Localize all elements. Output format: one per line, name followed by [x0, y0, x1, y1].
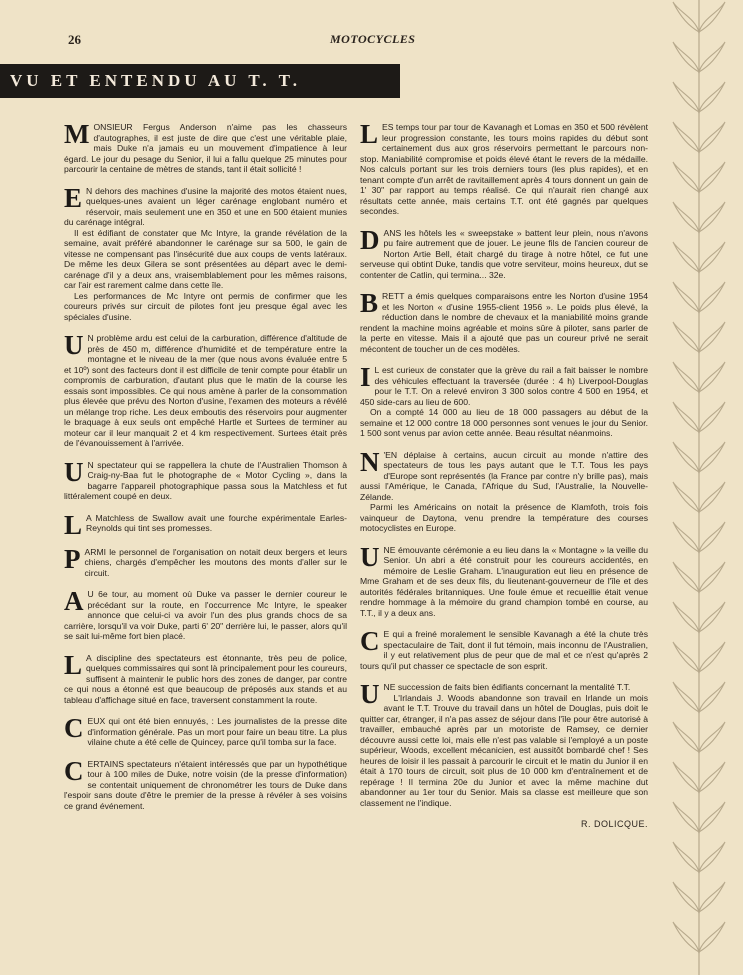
drop-cap: M — [64, 122, 90, 149]
paragraph-text: RETT a émis quelques comparaisons entre les Norton d'usine 1954 et les Norton « d'usine 1955-client 1956 ». Le poids plus élevé, la réduction dans le nombre de chevaux et la maniabilité moins grande rendent la machine moins agréable et moins sûre à piloter, sans parler de la perte en vitesse. Mais il a ajouté que pas un coureur privé ne serait mécontent de toucher un de ces modèles. — [360, 291, 648, 354]
paragraph-continuation: Les performances de Mc Intyre ont permis de confirmer que les coureurs privés sur circuit de pilotes font jeu presque égal avec les spéciales d'usine. — [64, 290, 347, 322]
paragraph-text: NE succession de faits bien édifiants concernant la mentalité T.T. — [383, 682, 631, 692]
ornament-leaf — [699, 322, 725, 352]
ornament-leaf — [699, 402, 725, 432]
ornament-leaf — [699, 282, 725, 312]
ornament-leaf — [673, 162, 699, 192]
ornament-leaf — [673, 82, 699, 112]
ornament-leaf — [673, 122, 699, 152]
ornament-leaf — [673, 2, 699, 32]
drop-cap: L — [64, 652, 83, 680]
ornament-leaf — [673, 322, 699, 352]
ornament-leaf — [699, 442, 725, 472]
drop-cap: D — [360, 227, 380, 255]
ornament-leaf — [699, 242, 725, 272]
ornament-leaf — [699, 202, 725, 232]
ornament-leaf — [699, 162, 725, 192]
article-paragraph — [360, 545, 648, 619]
ornament-leaf — [673, 402, 699, 432]
paragraph-text: 'EN déplaise à certains, aucun circuit au monde n'attire des spectateurs de tous les pays autant que le T.T. Tous les pays d'Europe sont représentés (la France par contre n'y brille pas), mais aussi l'Amérique, le Canada, l'Afrique du Sud, l'Australie, la Nouvelle-Zélande. — [360, 449, 648, 502]
paragraph-text: ERTAINS spectateurs n'étaient intéressés que par un hypothétique tour à 100 miles de Duke, notre voisin (de la presse d'information) se contentait uniquement de chronométrer les tours de Duke dans l'espoir sans doute d'être le premier de la presse à révéler à ses voisins ce grand événement. — [64, 758, 347, 811]
paragraph-text: A discipline des spectateurs est étonnante, très peu de police, quelques commissaires qui sont là principalement pour les coureurs, suffisent à maintenir le public hors des zones de danger, par contre ce qui nous a étonné est que beaucoup de préposés aux stands et au tableau d'affichage situé en face, traversent constamment la route. — [64, 652, 347, 705]
page-number: 26 — [68, 32, 81, 47]
drop-cap: A — [64, 589, 84, 616]
article-paragraph — [64, 333, 347, 449]
magazine-title: MOTOCYCLES — [330, 32, 416, 46]
ornament-leaf — [673, 242, 699, 272]
paragraph-continuation: Parmi les Américains on notait la présence de Klamfoth, trois fois vainqueur de Daytona, venu prendre la température des courses motocyclistes en Europe. — [360, 502, 648, 533]
ornament-leaf — [673, 562, 699, 592]
ornament-leaf — [699, 362, 725, 392]
ornament-leaf — [699, 642, 725, 672]
article-paragraph — [64, 716, 347, 748]
left-column — [64, 122, 347, 822]
decorative-border — [655, 0, 743, 975]
article-paragraph — [64, 759, 347, 812]
drop-cap: U — [64, 459, 84, 487]
ornament-leaf — [699, 602, 725, 632]
article-banner — [0, 64, 400, 98]
drop-cap: N — [360, 449, 380, 477]
ornament-leaf — [699, 682, 725, 712]
article-paragraph — [64, 186, 347, 323]
drop-cap: P — [64, 546, 81, 574]
paragraph-text: ONSIEUR Fergus Anderson n'aime pas les chasseurs d'autographes, il est juste de dire que c'est une véritable plaie, mais Duke n'a jamais eu un mouvement d'impatience à leur égard. Le jour du pesage du Senior, il lui a fallu quelque 25 minutes pour parcourir la centaine de mètres de stands, tant il était sollicité ! — [64, 122, 347, 174]
ornament-leaf — [673, 442, 699, 472]
article-title: VU ET ENTENDU AU T. T. — [10, 71, 301, 90]
drop-cap: L — [64, 512, 83, 536]
paragraph-text: ES temps tour par tour de Kavanagh et Lomas en 350 et 500 révèlent leur progression constante, les tours moins rapides du début sont certainement dus aux gros réservoirs permettant le parcours non-stop. Maniabilité compromise et poids élevé étant le revers de la médaille. Nos calculs portant sur les trois derniers tours (les plus rapides), et en tenant compte d'un arrêt de ravitaillement après 4 tours donnent un gain de 1' 30" par rapport au temps réalisé. Ce qui n'aurait rien changé aux résultats cette année, mais certains T.T. ont été gagnés par quelques secondes. — [360, 122, 648, 216]
ornament-leaf — [699, 722, 725, 752]
drop-cap: L — [360, 122, 379, 149]
paragraph-text: ARMI le personnel de l'organisation on notait deux bergers et leurs chiens, chargés d'empêcher les moutons des monts d'aller sur le circuit. — [84, 546, 347, 578]
article-paragraph — [360, 122, 648, 217]
ornament-leaf — [673, 602, 699, 632]
article-paragraph — [64, 122, 347, 175]
ornament-leaf — [673, 42, 699, 72]
ornament-leaf — [673, 642, 699, 672]
drop-cap: U — [360, 544, 380, 572]
paragraph-text: L est curieux de constater que la grève du rail a fait baisser le nombre des véhicules effectuant la traversée (durée : 4 h) Liverpool-Douglas pour le T.T. On a relevé environ 3 300 solos contre 4 500 en 1954, et 450 side-cars au lieu de 600. — [360, 365, 648, 407]
ornament-leaf — [673, 282, 699, 312]
ornament-leaf — [673, 482, 699, 512]
article-paragraph — [360, 365, 648, 439]
ornament-leaf — [673, 682, 699, 712]
paragraph-text: ANS les hôtels les « sweepstake » battent leur plein, nous n'avons pu faire autrement que de jouer. Le jeune fils de l'ancien coureur de Norton Artie Bell, était chargé du tirage à notre hôtel, ce fut une serveuse qui obtint Duke, tandis que votre serviteur, moins heureux, dut se contenter de Catlin, qui termina... 32e. — [360, 227, 648, 280]
article-paragraph — [360, 228, 648, 281]
paragraph-text: A Matchless de Swallow avait une fourche expérimentale Earles-Reynolds qui tint ses promesses. — [86, 512, 347, 533]
drop-cap: U — [64, 333, 84, 360]
paragraph-text: N spectateur qui se rappellera la chute de l'Australien Thomson à Craig-ny-Baa fut le photographe de « Motor Cycling », dans la bagarre l'appareil photographique passa sous la Matchless et fut littéralement coupé en deux. — [64, 459, 347, 501]
paragraph-continuation: L'Irlandais J. Woods abandonne son travail en Irlande un mois avant le T.T. Trouve du travail dans un hôtel de Douglas, puis doit le quitter car, étranger, il n'a pas assez de séjour dans l'île pour être autorisé à travailler, embauché après par un motoriste de Ramsey, ce dernier découvre aussi cette loi, mais elle n'est pas valable si l'employé a un poste supérieur, Woods, excellent mécanicien, est aussitôt bombardé chef ! Ses heures de loisir il les passait à parcourir le circuit et le matin du Junior il en était à 170 tours de circuit, soit plus de 10 000 km d'entraînement et de repérage ! Il termina 20e du Junior et avec la même machine dut abandonner au 1er tour du Senior. Mais sa classe est meilleure que son classement ne l'indique. — [360, 692, 648, 808]
article-paragraph — [360, 291, 648, 354]
paragraph-text: EUX qui ont été bien ennuyés, : Les journalistes de la presse dite d'information générale. Pas un mort pour faire un beau titre. La plus vilaine chute a été celle de Quincey, parce qu'il tomba sur la face. — [87, 716, 347, 747]
ornament-leaf — [699, 802, 725, 832]
paragraph-continuation: Il est édifiant de constater que Mc Intyre, la grande révélation de la semaine, avait préféré abandonner le carénage sur sa 500, le gain de vitesse ne compensant pas l'insécurité due aux coups de vents latéraux. De même les deux Gilera se sont présentées au départ avec le demi-carénage d'il y a deux ans, vraisemblablement pour les mêmes raisons, car l'air est rarement calme dans cette île. — [64, 227, 347, 290]
ornament-leaf — [673, 882, 699, 912]
paragraph-continuation: On a compté 14 000 au lieu de 18 000 passagers au début de la semaine et 12 000 contre 18 000 personnes sont venues le jour du Senior. 1 500 sont venus par avion cette année. Beau résultat néanmoins. — [360, 407, 648, 438]
article-paragraph — [64, 547, 347, 579]
ornament-leaf — [699, 82, 725, 112]
article-paragraph — [64, 653, 347, 706]
drop-cap: I — [360, 365, 371, 392]
ornament-leaf — [673, 762, 699, 792]
ornament-leaf — [673, 922, 699, 952]
paragraph-text: NE émouvante cérémonie a eu lieu dans la « Montagne » la veille du Senior. Un abri a été construit pour les coureurs accidentés, en mémoire de Leslie Graham. L'inauguration eut lieu en présence de Mme Graham et de ses deux fils, du lieutenant-gouverneur de l'île et des autorités fédérales britanniques. Une foule émue et recueillie était venue rendre hommage à la mémoire du grand champion tombé en course, au T.T., il y a deux ans. — [360, 544, 648, 618]
ornament-leaf — [699, 122, 725, 152]
paragraph-text: N problème ardu est celui de la carburation, différence d'altitude de près de 450 m, différence d'humidité et de température entre la montagne et le niveau de la mer (que nous avons évaluée entre 5 et 10º) sont des facteurs dont il est difficile de tenir compte pour établir un compromis de carburation, d'autant plus que le matin de la course les essais sont impossibles. Ce qui nous amène à parler de la consommation plus élevée que prévu des Norton d'usine, l'examen des moteurs a révélé un mélange trop riche. Les deux emboutis des réservoirs pour augmenter le braquage à eux seuls ont empêché Hartle et Surtees de terminer au moteur car il leur manquait 2 et 4 km respectivement. Surtees était près de l'évanouissement à l'arrivée. — [64, 333, 347, 448]
drop-cap: E — [64, 185, 83, 213]
drop-cap: B — [360, 291, 379, 318]
drop-cap: C — [64, 758, 84, 786]
ornament-leaf — [699, 522, 725, 552]
ornament-leaf — [673, 362, 699, 392]
article-paragraph — [360, 682, 648, 808]
paragraph-text: U 6e tour, au moment où Duke va passer le dernier coureur le précédant sur la route, en l'occurrence Mc Intyre, le speaker annonce que celui-ci va avoir l'un des plus grands chocs de sa carrière, lorsqu'il va voir Duke, parti 6' 20" derrière lui, le passer, alors qu'il se sait lui-même fort bien placé. — [64, 589, 347, 641]
ornament-leaf — [699, 842, 725, 872]
paragraph-text: N dehors des machines d'usine la majorité des motos étaient nues, quelques-unes avaient un léger carénage englobant numéro et réservoir, mais seulement une en 350 et une en 500 étaient munies du carénage intégral. — [64, 185, 347, 227]
drop-cap: C — [360, 629, 380, 656]
ornament-leaf — [699, 882, 725, 912]
article-paragraph — [360, 629, 648, 671]
ornament-leaf — [673, 802, 699, 832]
right-column — [360, 122, 648, 829]
ornament-leaf — [699, 42, 725, 72]
ornament-leaf — [699, 762, 725, 792]
ornament-leaf — [699, 922, 725, 952]
ornament-leaf — [699, 562, 725, 592]
drop-cap: U — [360, 682, 380, 709]
author-signature: R. DOLICQUE. — [580, 819, 648, 829]
article-paragraph — [64, 460, 347, 502]
article-paragraph — [64, 589, 347, 642]
ornament-leaf — [673, 842, 699, 872]
article-paragraph — [64, 513, 347, 536]
ornament-leaf — [673, 722, 699, 752]
article-paragraph — [360, 450, 648, 534]
ornament-leaf — [699, 482, 725, 512]
ornament-leaf — [673, 522, 699, 552]
ornament-leaf — [673, 202, 699, 232]
paragraph-text: E qui a freiné moralement le sensible Kavanagh a été la chute très spectaculaire de Tait, dont il fut témoin, mais inconnu de l'Australien, il y eut relativement plus de peur que de mal et ce n'est qu'après 2 tours qu'il put chasser ce spectacle de son esprit. — [360, 629, 648, 671]
ornament-leaf — [699, 2, 725, 32]
drop-cap: C — [64, 716, 84, 743]
